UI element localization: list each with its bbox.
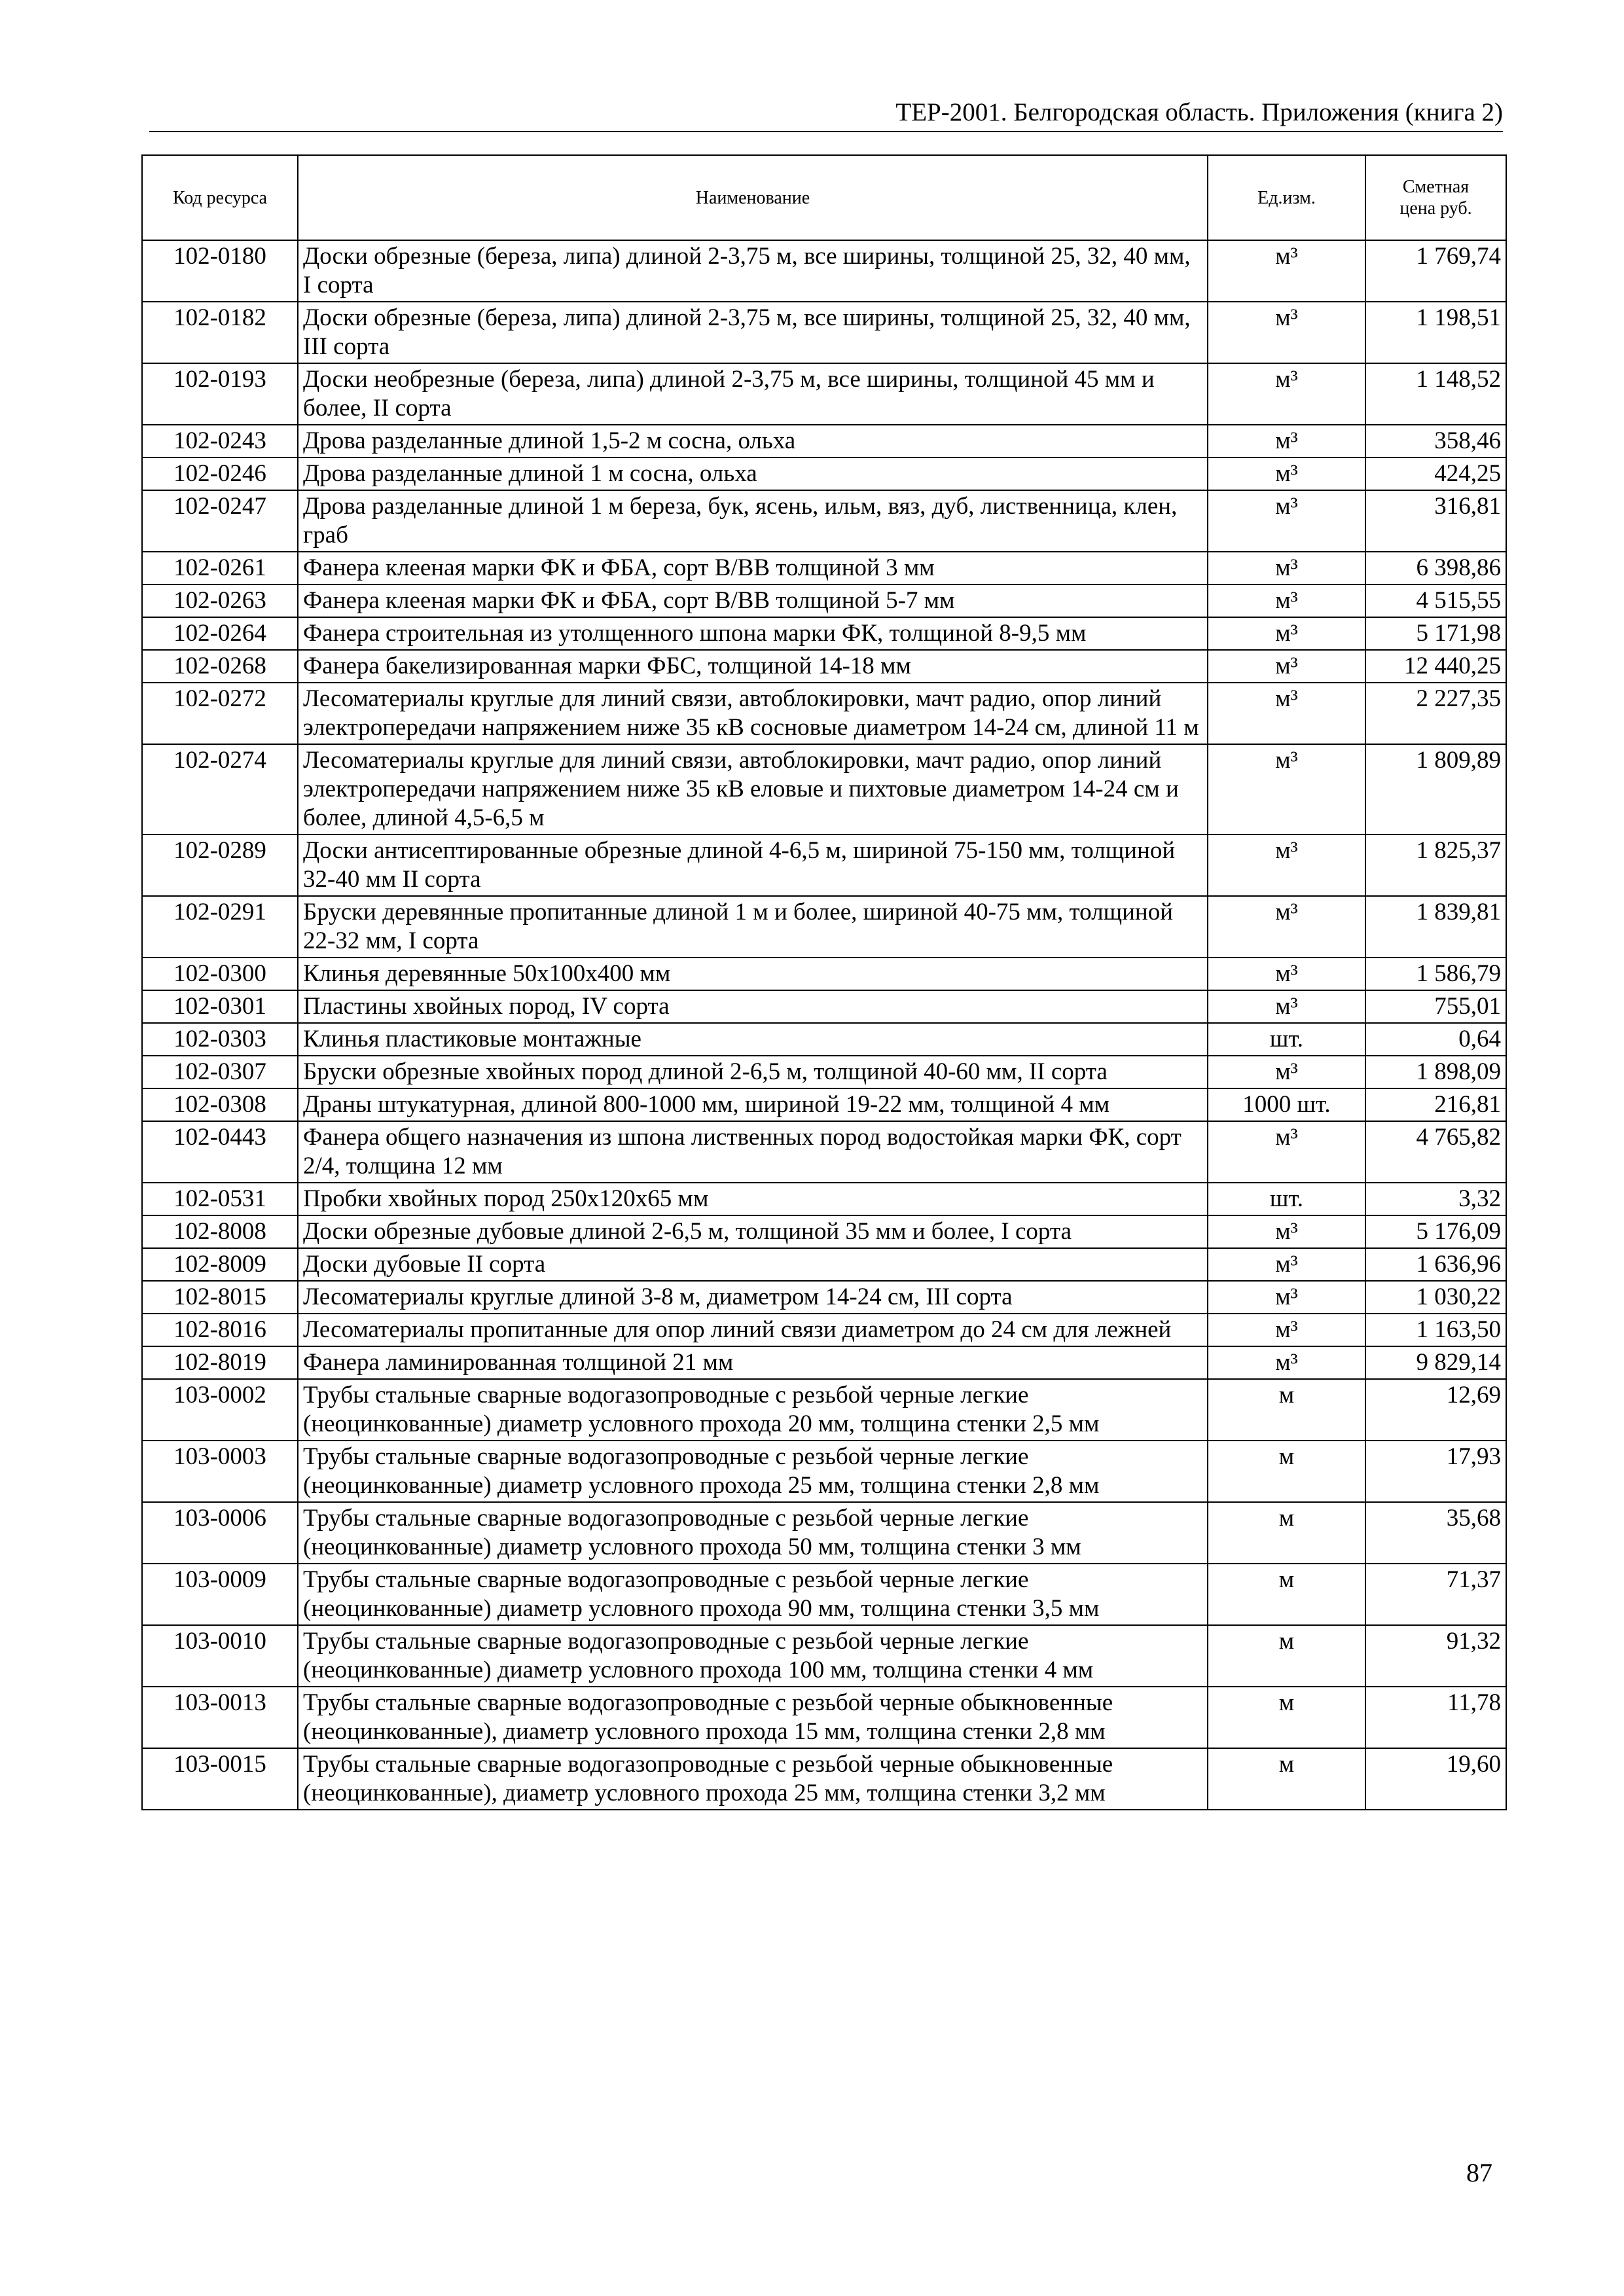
cell-code: 103-0010: [142, 1625, 298, 1687]
cell-price: 1 586,79: [1365, 958, 1506, 990]
cell-code: 102-8019: [142, 1346, 298, 1379]
table-row: [142, 240, 1506, 302]
table-row: [142, 617, 1506, 650]
table-row: [142, 1121, 1506, 1183]
cell-price: 6 398,86: [1365, 552, 1506, 584]
cell-name: Лесоматериалы круглые для линий связи, автоблокировки, мачт радио, опор линий электропередачи напряжением ниже 35 кВ еловые и пихтовые диаметром 14-24 см и более, длиной 4,5-6,5 м: [298, 744, 1208, 834]
cell-unit: м³: [1208, 617, 1365, 650]
cell-code: 102-0531: [142, 1183, 298, 1215]
table-row: [142, 990, 1506, 1023]
cell-name: Доски обрезные (береза, липа) длиной 2-3,75 м, все ширины, толщиной 25, 32, 40 мм, I сорта: [298, 240, 1208, 302]
cell-code: 102-0289: [142, 834, 298, 896]
cell-name: Драны штукатурная, длиной 800-1000 мм, шириной 19-22 мм, толщиной 4 мм: [298, 1088, 1208, 1121]
cell-unit: м³: [1208, 1346, 1365, 1379]
cell-price: 3,32: [1365, 1183, 1506, 1215]
cell-price: 19,60: [1365, 1748, 1506, 1810]
running-header: ТЕР-2001. Белгородская область. Приложения (книга 2): [149, 98, 1503, 132]
cell-price: 1 030,22: [1365, 1281, 1506, 1314]
table-row: [142, 834, 1506, 896]
col-header-price: Сметная цена руб.: [1365, 155, 1506, 240]
cell-unit: м³: [1208, 958, 1365, 990]
table-row: [142, 363, 1506, 425]
table-row: [142, 1023, 1506, 1056]
cell-unit: м³: [1208, 302, 1365, 363]
cell-unit: м³: [1208, 834, 1365, 896]
cell-price: 91,32: [1365, 1625, 1506, 1687]
cell-price: 4 515,55: [1365, 584, 1506, 617]
cell-price: 1 769,74: [1365, 240, 1506, 302]
cell-unit: м³: [1208, 990, 1365, 1023]
cell-price: 1 825,37: [1365, 834, 1506, 896]
cell-unit: м³: [1208, 457, 1365, 490]
cell-name: Трубы стальные сварные водогазопроводные с резьбой черные обыкновенные (неоцинкованные), диаметр условного прохода 15 мм, толщина стенки 2,8 мм: [298, 1687, 1208, 1748]
cell-code: 103-0013: [142, 1687, 298, 1748]
table-row: [142, 584, 1506, 617]
cell-name: Фанера общего назначения из шпона лиственных пород водостойкая марки ФК, сорт 2/4, толщина 12 мм: [298, 1121, 1208, 1183]
cell-code: 103-0002: [142, 1379, 298, 1441]
resource-price-table: [141, 154, 1507, 1810]
table-row: [142, 302, 1506, 363]
cell-name: Трубы стальные сварные водогазопроводные с резьбой черные легкие (неоцинкованные) диаметр условного прохода 90 мм, толщина стенки 3,5 мм: [298, 1564, 1208, 1625]
col-header-name: Наименование: [298, 155, 1208, 240]
cell-unit: м³: [1208, 1281, 1365, 1314]
cell-name: Фанера бакелизированная марки ФБС, толщиной 14-18 мм: [298, 650, 1208, 683]
cell-name: Дрова разделанные длиной 1,5-2 м сосна, ольха: [298, 425, 1208, 457]
cell-price: 1 148,52: [1365, 363, 1506, 425]
cell-code: 102-0443: [142, 1121, 298, 1183]
cell-code: 102-0301: [142, 990, 298, 1023]
cell-unit: м: [1208, 1687, 1365, 1748]
cell-price: 216,81: [1365, 1088, 1506, 1121]
cell-unit: м³: [1208, 896, 1365, 958]
cell-price: 9 829,14: [1365, 1346, 1506, 1379]
cell-unit: м³: [1208, 363, 1365, 425]
table-row: [142, 1441, 1506, 1502]
cell-code: 102-0243: [142, 425, 298, 457]
cell-unit: м³: [1208, 1056, 1365, 1088]
table-row: [142, 683, 1506, 744]
cell-name: Трубы стальные сварные водогазопроводные с резьбой черные легкие (неоцинкованные) диаметр условного прохода 50 мм, толщина стенки 3 мм: [298, 1502, 1208, 1564]
cell-code: 102-0303: [142, 1023, 298, 1056]
cell-name: Доски антисептированные обрезные длиной 4-6,5 м, шириной 75-150 мм, толщиной 32-40 мм II сорта: [298, 834, 1208, 896]
cell-price: 4 765,82: [1365, 1121, 1506, 1183]
cell-code: 102-0182: [142, 302, 298, 363]
cell-unit: шт.: [1208, 1023, 1365, 1056]
cell-name: Трубы стальные сварные водогазопроводные с резьбой черные обыкновенные (неоцинкованные), диаметр условного прохода 25 мм, толщина стенки 3,2 мм: [298, 1748, 1208, 1810]
cell-name: Доски дубовые II сорта: [298, 1248, 1208, 1281]
cell-code: 102-0264: [142, 617, 298, 650]
cell-price: 1 898,09: [1365, 1056, 1506, 1088]
cell-unit: м³: [1208, 490, 1365, 552]
cell-price: 2 227,35: [1365, 683, 1506, 744]
table-row: [142, 1564, 1506, 1625]
cell-price: 1 163,50: [1365, 1314, 1506, 1346]
cell-price: 71,37: [1365, 1564, 1506, 1625]
cell-code: 102-0247: [142, 490, 298, 552]
table-row: [142, 1379, 1506, 1441]
cell-code: 102-0193: [142, 363, 298, 425]
cell-unit: м: [1208, 1441, 1365, 1502]
cell-price: 5 171,98: [1365, 617, 1506, 650]
table-row: [142, 552, 1506, 584]
cell-unit: м³: [1208, 240, 1365, 302]
cell-unit: м³: [1208, 744, 1365, 834]
cell-code: 102-8008: [142, 1215, 298, 1248]
table-row: [142, 457, 1506, 490]
cell-name: Фанера клееная марки ФК и ФБА, сорт В/ВВ толщиной 5-7 мм: [298, 584, 1208, 617]
cell-code: 103-0015: [142, 1748, 298, 1810]
cell-price: 755,01: [1365, 990, 1506, 1023]
cell-code: 103-0003: [142, 1441, 298, 1502]
cell-name: Пластины хвойных пород, IV сорта: [298, 990, 1208, 1023]
cell-unit: м³: [1208, 1314, 1365, 1346]
cell-unit: шт.: [1208, 1183, 1365, 1215]
table-row: [142, 650, 1506, 683]
cell-price: 0,64: [1365, 1023, 1506, 1056]
cell-price: 358,46: [1365, 425, 1506, 457]
cell-unit: м: [1208, 1502, 1365, 1564]
table-row: [142, 1248, 1506, 1281]
table-row: [142, 1748, 1506, 1810]
col-header-unit: Ед.изм.: [1208, 155, 1365, 240]
cell-price: 5 176,09: [1365, 1215, 1506, 1248]
cell-name: Фанера клееная марки ФК и ФБА, сорт В/ВВ толщиной 3 мм: [298, 552, 1208, 584]
table-row: [142, 1346, 1506, 1379]
cell-code: 102-8009: [142, 1248, 298, 1281]
cell-unit: м³: [1208, 552, 1365, 584]
cell-code: 102-8016: [142, 1314, 298, 1346]
cell-name: Трубы стальные сварные водогазопроводные с резьбой черные легкие (неоцинкованные) диаметр условного прохода 100 мм, толщина стенки 4 мм: [298, 1625, 1208, 1687]
cell-name: Бруски обрезные хвойных пород длиной 2-6,5 м, толщиной 40-60 мм, II сорта: [298, 1056, 1208, 1088]
table-row: [142, 896, 1506, 958]
cell-code: 102-0272: [142, 683, 298, 744]
table-row: [142, 1314, 1506, 1346]
cell-name: Фанера ламинированная толщиной 21 мм: [298, 1346, 1208, 1379]
cell-unit: м³: [1208, 683, 1365, 744]
table-row: [142, 958, 1506, 990]
table-row: [142, 1215, 1506, 1248]
cell-unit: м³: [1208, 584, 1365, 617]
table-row: [142, 744, 1506, 834]
table-row: [142, 1281, 1506, 1314]
table-row: [142, 425, 1506, 457]
cell-price: 17,93: [1365, 1441, 1506, 1502]
cell-name: Доски обрезные (береза, липа) длиной 2-3,75 м, все ширины, толщиной 25, 32, 40 мм, III сорта: [298, 302, 1208, 363]
table-row: [142, 490, 1506, 552]
cell-code: 102-0274: [142, 744, 298, 834]
cell-unit: м: [1208, 1564, 1365, 1625]
cell-name: Фанера строительная из утолщенного шпона марки ФК, толщиной 8-9,5 мм: [298, 617, 1208, 650]
cell-price: 35,68: [1365, 1502, 1506, 1564]
cell-name: Доски необрезные (береза, липа) длиной 2-3,75 м, все ширины, толщиной 45 мм и более, II сорта: [298, 363, 1208, 425]
cell-name: Трубы стальные сварные водогазопроводные с резьбой черные легкие (неоцинкованные) диаметр условного прохода 25 мм, толщина стенки 2,8 мм: [298, 1441, 1208, 1502]
cell-code: 102-0180: [142, 240, 298, 302]
cell-unit: м: [1208, 1625, 1365, 1687]
page-number: 87: [1466, 2158, 1492, 2187]
cell-name: Трубы стальные сварные водогазопроводные с резьбой черные легкие (неоцинкованные) диаметр условного прохода 20 мм, толщина стенки 2,5 мм: [298, 1379, 1208, 1441]
cell-name: Клинья деревянные 50х100х400 мм: [298, 958, 1208, 990]
table-row: [142, 1687, 1506, 1748]
cell-name: Лесоматериалы круглые длиной 3-8 м, диаметром 14-24 см, III сорта: [298, 1281, 1208, 1314]
cell-code: 102-8015: [142, 1281, 298, 1314]
cell-code: 102-0246: [142, 457, 298, 490]
cell-price: 12,69: [1365, 1379, 1506, 1441]
table-body: [142, 240, 1506, 1810]
cell-unit: м³: [1208, 1215, 1365, 1248]
cell-price: 1 839,81: [1365, 896, 1506, 958]
cell-price: 12 440,25: [1365, 650, 1506, 683]
cell-price: 1 809,89: [1365, 744, 1506, 834]
cell-code: 102-0261: [142, 552, 298, 584]
cell-code: 103-0006: [142, 1502, 298, 1564]
cell-code: 102-0268: [142, 650, 298, 683]
cell-code: 102-0308: [142, 1088, 298, 1121]
cell-name: Клинья пластиковые монтажные: [298, 1023, 1208, 1056]
cell-code: 102-0307: [142, 1056, 298, 1088]
cell-name: Дрова разделанные длиной 1 м береза, бук, ясень, ильм, вяз, дуб, лиственница, клен, граб: [298, 490, 1208, 552]
cell-code: 102-0291: [142, 896, 298, 958]
cell-name: Лесоматериалы круглые для линий связи, автоблокировки, мачт радио, опор линий электропередачи напряжением ниже 35 кВ сосновые диаметром 14-24 см, длиной 11 м: [298, 683, 1208, 744]
cell-unit: м³: [1208, 425, 1365, 457]
cell-name: Пробки хвойных пород 250х120х65 мм: [298, 1183, 1208, 1215]
cell-unit: м: [1208, 1379, 1365, 1441]
table-row: [142, 1502, 1506, 1564]
cell-name: Бруски деревянные пропитанные длиной 1 м и более, шириной 40-75 мм, толщиной 22-32 мм, I сорта: [298, 896, 1208, 958]
cell-code: 102-0263: [142, 584, 298, 617]
cell-unit: м³: [1208, 1248, 1365, 1281]
cell-unit: м³: [1208, 1121, 1365, 1183]
cell-price: 316,81: [1365, 490, 1506, 552]
col-header-code: Код ресурса: [142, 155, 298, 240]
cell-unit: м: [1208, 1748, 1365, 1810]
cell-name: Дрова разделанные длиной 1 м сосна, ольха: [298, 457, 1208, 490]
cell-price: 11,78: [1365, 1687, 1506, 1748]
table-row: [142, 1183, 1506, 1215]
cell-price: 1 198,51: [1365, 302, 1506, 363]
cell-price: 1 636,96: [1365, 1248, 1506, 1281]
table-header-row: [142, 155, 1506, 240]
table-row: [142, 1056, 1506, 1088]
cell-unit: 1000 шт.: [1208, 1088, 1365, 1121]
table-row: [142, 1088, 1506, 1121]
cell-unit: м³: [1208, 650, 1365, 683]
cell-price: 424,25: [1365, 457, 1506, 490]
cell-code: 102-0300: [142, 958, 298, 990]
table-row: [142, 1625, 1506, 1687]
cell-code: 103-0009: [142, 1564, 298, 1625]
cell-name: Лесоматериалы пропитанные для опор линий связи диаметром до 24 см для лежней: [298, 1314, 1208, 1346]
cell-name: Доски обрезные дубовые длиной 2-6,5 м, толщиной 35 мм и более, I сорта: [298, 1215, 1208, 1248]
